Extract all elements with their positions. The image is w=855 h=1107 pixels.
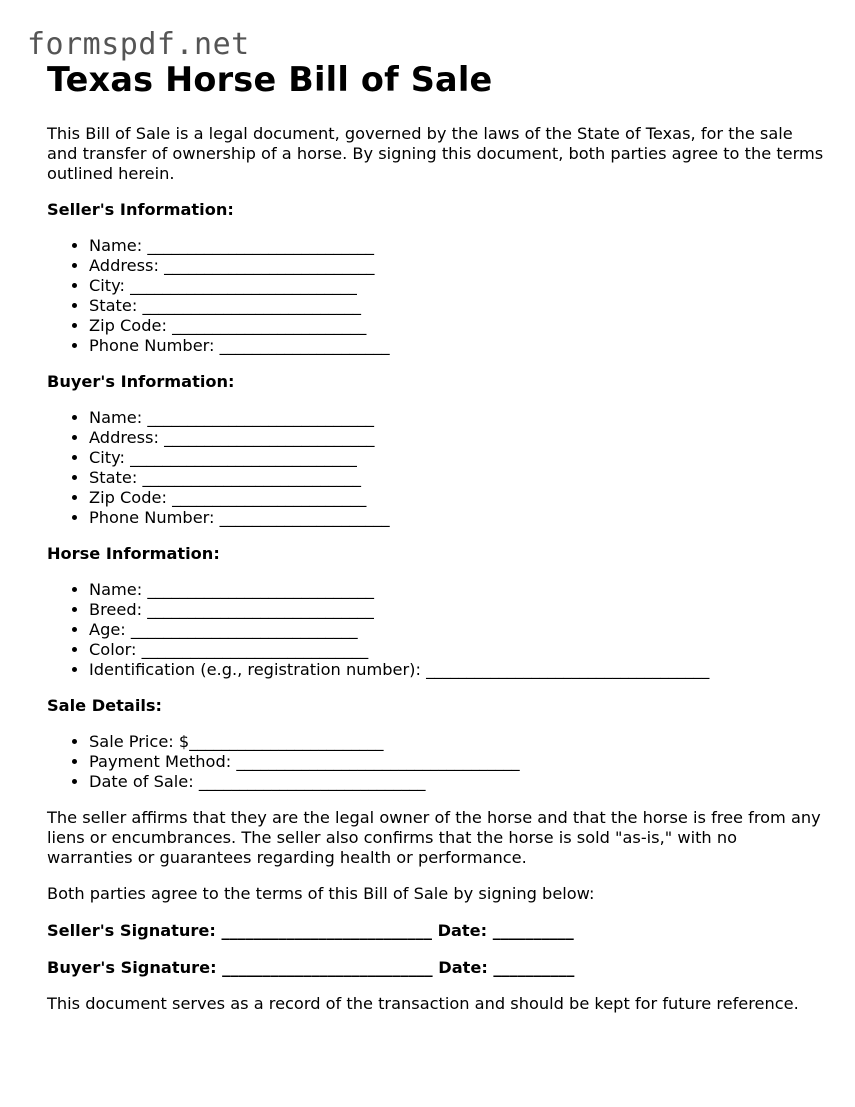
field-label: Zip Code:	[89, 488, 167, 507]
buyer-field-list	[47, 408, 827, 528]
field-label: Date of Sale:	[89, 772, 194, 791]
field-blank: ____________________________	[147, 580, 374, 599]
field-label: Age:	[89, 620, 126, 639]
seller-city-field[interactable]	[89, 276, 827, 296]
horse-breed-field[interactable]	[89, 600, 827, 620]
field-label: Name:	[89, 408, 143, 427]
horse-field-list	[47, 580, 827, 680]
sale-price-field[interactable]	[89, 732, 827, 752]
seller-state-field[interactable]	[89, 296, 827, 316]
horse-section-heading: Horse Information:	[47, 544, 220, 563]
horse-identification-field[interactable]	[89, 660, 827, 680]
field-blank: ____________________________	[130, 276, 357, 295]
sale-section-heading: Sale Details:	[47, 696, 163, 715]
buyer-section-heading: Buyer's Information:	[47, 372, 235, 391]
horse-age-field[interactable]	[89, 620, 827, 640]
seller-name-field[interactable]	[89, 236, 827, 256]
seller-address-field[interactable]	[89, 256, 827, 276]
payment-method-field[interactable]	[89, 752, 827, 772]
field-blank: _____________________	[219, 336, 390, 355]
field-label: Zip Code:	[89, 316, 167, 335]
buyer-state-field[interactable]	[89, 468, 827, 488]
field-blank: ____________________________	[147, 236, 374, 255]
field-label: Name:	[89, 580, 143, 599]
field-blank: ____________________________	[130, 620, 358, 639]
field-blank: ________________________	[189, 732, 384, 751]
affirmation-paragraph: The seller affirms that they are the legal owner of the horse and that the horse is free from any liens or encumbrances. The seller also confirms that the horse is sold "as-is," with no warranties or guarantees regarding health or performance.	[47, 808, 821, 867]
field-blank: ____________________________	[198, 772, 426, 791]
sale-field-list	[47, 732, 827, 792]
field-label: State:	[89, 468, 138, 487]
field-label: City:	[89, 276, 126, 295]
field-blank: ___________________________________	[426, 660, 710, 679]
buyer-name-field[interactable]	[89, 408, 827, 428]
field-blank: ____________________________	[147, 600, 374, 619]
field-label: Address:	[89, 428, 159, 447]
closing-paragraph: This document serves as a record of the transaction and should be kept for future reference.	[47, 994, 799, 1013]
agreement-paragraph: Both parties agree to the terms of this Bill of Sale by signing below:	[47, 884, 595, 903]
field-blank: ________________________	[172, 488, 367, 507]
buyer-city-field[interactable]	[89, 448, 827, 468]
field-label: Phone Number:	[89, 508, 215, 527]
field-blank: ________________________	[172, 316, 367, 335]
buyer-zip-field[interactable]	[89, 488, 827, 508]
intro-paragraph: This Bill of Sale is a legal document, governed by the laws of the State of Texas, for the sale and transfer of ownership of a horse. By signing this document, both parties agree to the terms outlined herein.	[47, 124, 824, 183]
date-of-sale-field[interactable]	[89, 772, 827, 792]
field-label: Phone Number:	[89, 336, 215, 355]
field-blank: ____________________________	[141, 640, 369, 659]
field-blank: ___________________________	[142, 296, 361, 315]
seller-zip-field[interactable]	[89, 316, 827, 336]
field-blank: ___________________________	[142, 468, 361, 487]
field-label: Sale Price: $	[89, 732, 190, 751]
page-title: Texas Horse Bill of Sale	[47, 60, 493, 99]
field-label: Identification (e.g., registration number):	[89, 660, 421, 679]
seller-section-heading: Seller's Information:	[47, 200, 234, 219]
buyer-signature-line[interactable]: Buyer's Signature: __________________________ Date: __________	[47, 958, 575, 977]
document-body	[47, 60, 827, 1014]
field-label: Address:	[89, 256, 159, 275]
watermark: formspdf.net	[27, 27, 250, 62]
seller-signature-line[interactable]: Seller's Signature: __________________________ Date: __________	[47, 921, 574, 940]
field-label: Name:	[89, 236, 143, 255]
seller-field-list	[47, 236, 827, 356]
field-label: State:	[89, 296, 138, 315]
field-blank: ____________________________	[147, 408, 374, 427]
field-label: Payment Method:	[89, 752, 232, 771]
field-blank: ___________________________________	[236, 752, 520, 771]
seller-phone-field[interactable]	[89, 336, 827, 356]
field-blank: __________________________	[164, 256, 375, 275]
horse-name-field[interactable]	[89, 580, 827, 600]
field-blank: ____________________________	[130, 448, 357, 467]
field-label: Breed:	[89, 600, 143, 619]
field-label: City:	[89, 448, 126, 467]
field-blank: __________________________	[164, 428, 375, 447]
buyer-address-field[interactable]	[89, 428, 827, 448]
field-blank: _____________________	[219, 508, 390, 527]
field-label: Color:	[89, 640, 137, 659]
buyer-phone-field[interactable]	[89, 508, 827, 528]
horse-color-field[interactable]	[89, 640, 827, 660]
